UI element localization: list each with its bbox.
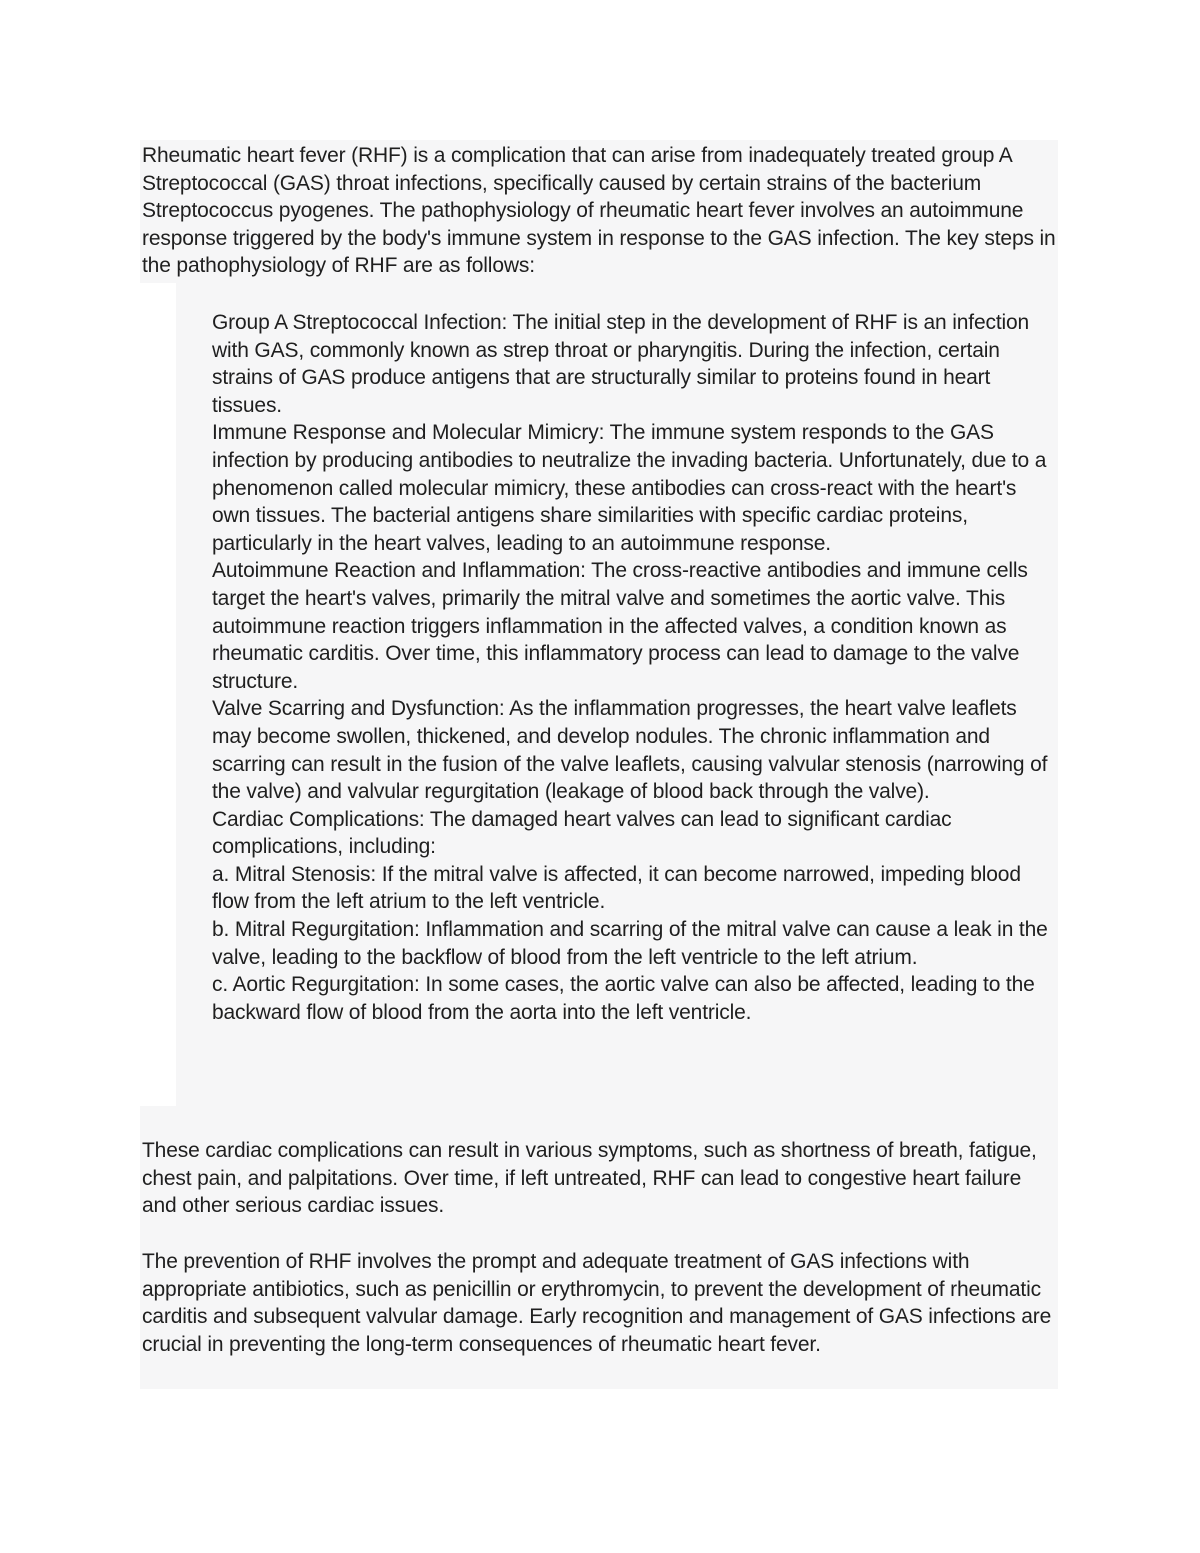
- step-item: Group A Streptococcal Infection: The initial step in the development of RHF is an infection with GAS, commonly known as strep throat or pharyngitis. During the infection, certain strains of GAS produce antigens that are structurally similar to proteins found in heart tissues.: [212, 311, 1030, 417]
- step-item: Autoimmune Reaction and Inflammation: The cross-reactive antibodies and immune cells target the heart's valves, primarily the mitral valve and sometimes the aortic valve. This autoimmune reaction triggers inflammation in the affected valves, a condition known as rheumatic carditis. Over time, this inflammatory process can lead to damage to the valve structure.: [212, 559, 1028, 693]
- prevention-paragraph: [142, 1248, 1057, 1358]
- pathophysiology-steps: [212, 309, 1058, 1026]
- step-subitem: a. Mitral Stenosis: If the mitral valve is affected, it can become narrowed, impeding blood flow from the left atrium to the left ventricle.: [212, 862, 1021, 914]
- step-item: Immune Response and Molecular Mimicry: The immune system responds to the GAS infection by producing antibodies to neutralize the invading bacteria. Unfortunately, due to a phenomenon called molecular mimicry, these antibodies can cross-react with the heart's own tissues. The bacterial antigens share similarities with specific cardiac proteins, particularly in the heart valves, leading to an autoimmune response.: [212, 421, 1047, 555]
- step-item: Valve Scarring and Dysfunction: As the inflammation progresses, the heart valve leaflets may become swollen, thickened, and develop nodules. The chronic inflammation and scarring can result in the fusion of the valve leaflets, causing valvular stenosis (narrowing of the valve) and valvular regurgitation (leakage of blood back through the valve).: [212, 697, 1048, 804]
- complications-text: These cardiac complications can result in various symptoms, such as shortness of breath, fatigue, chest pain, and palpitations. Over time, if left untreated, RHF can lead to congestive heart failure and other serious cardiac issues.: [142, 1139, 1037, 1218]
- intro-paragraph: [142, 142, 1057, 280]
- complications-paragraph: [142, 1137, 1057, 1220]
- prevention-text: The prevention of RHF involves the prompt and adequate treatment of GAS infections with appropriate antibiotics, such as penicillin or erythromycin, to prevent the development of rheumatic carditis and subsequent valvular damage. Early recognition and management of GAS infections are crucial in preventing the long-term consequences of rheumatic heart fever.: [142, 1250, 1052, 1356]
- step-subitem: c. Aortic Regurgitation: In some cases, the aortic valve can also be affected, leading to the backward flow of blood from the aorta into the left ventricle.: [212, 973, 1035, 1024]
- step-item: Cardiac Complications: The damaged heart valves can lead to significant cardiac complications, including:: [212, 807, 952, 859]
- step-subitem: b. Mitral Regurgitation: Inflammation and scarring of the mitral valve can cause a leak in the valve, leading to the backflow of blood from the left ventricle to the left atrium.: [212, 918, 1048, 969]
- intro-text: Rheumatic heart fever (RHF) is a complication that can arise from inadequately treated group A Streptococcal (GAS) throat infections, specifically caused by certain strains of the bacterium Streptococcus pyogenes. The pathophysiology of rheumatic heart fever involves an autoimmune response triggered by the body's immune system in response to the GAS infection. The key steps in the pathophysiology of RHF are as follows:: [142, 144, 1056, 278]
